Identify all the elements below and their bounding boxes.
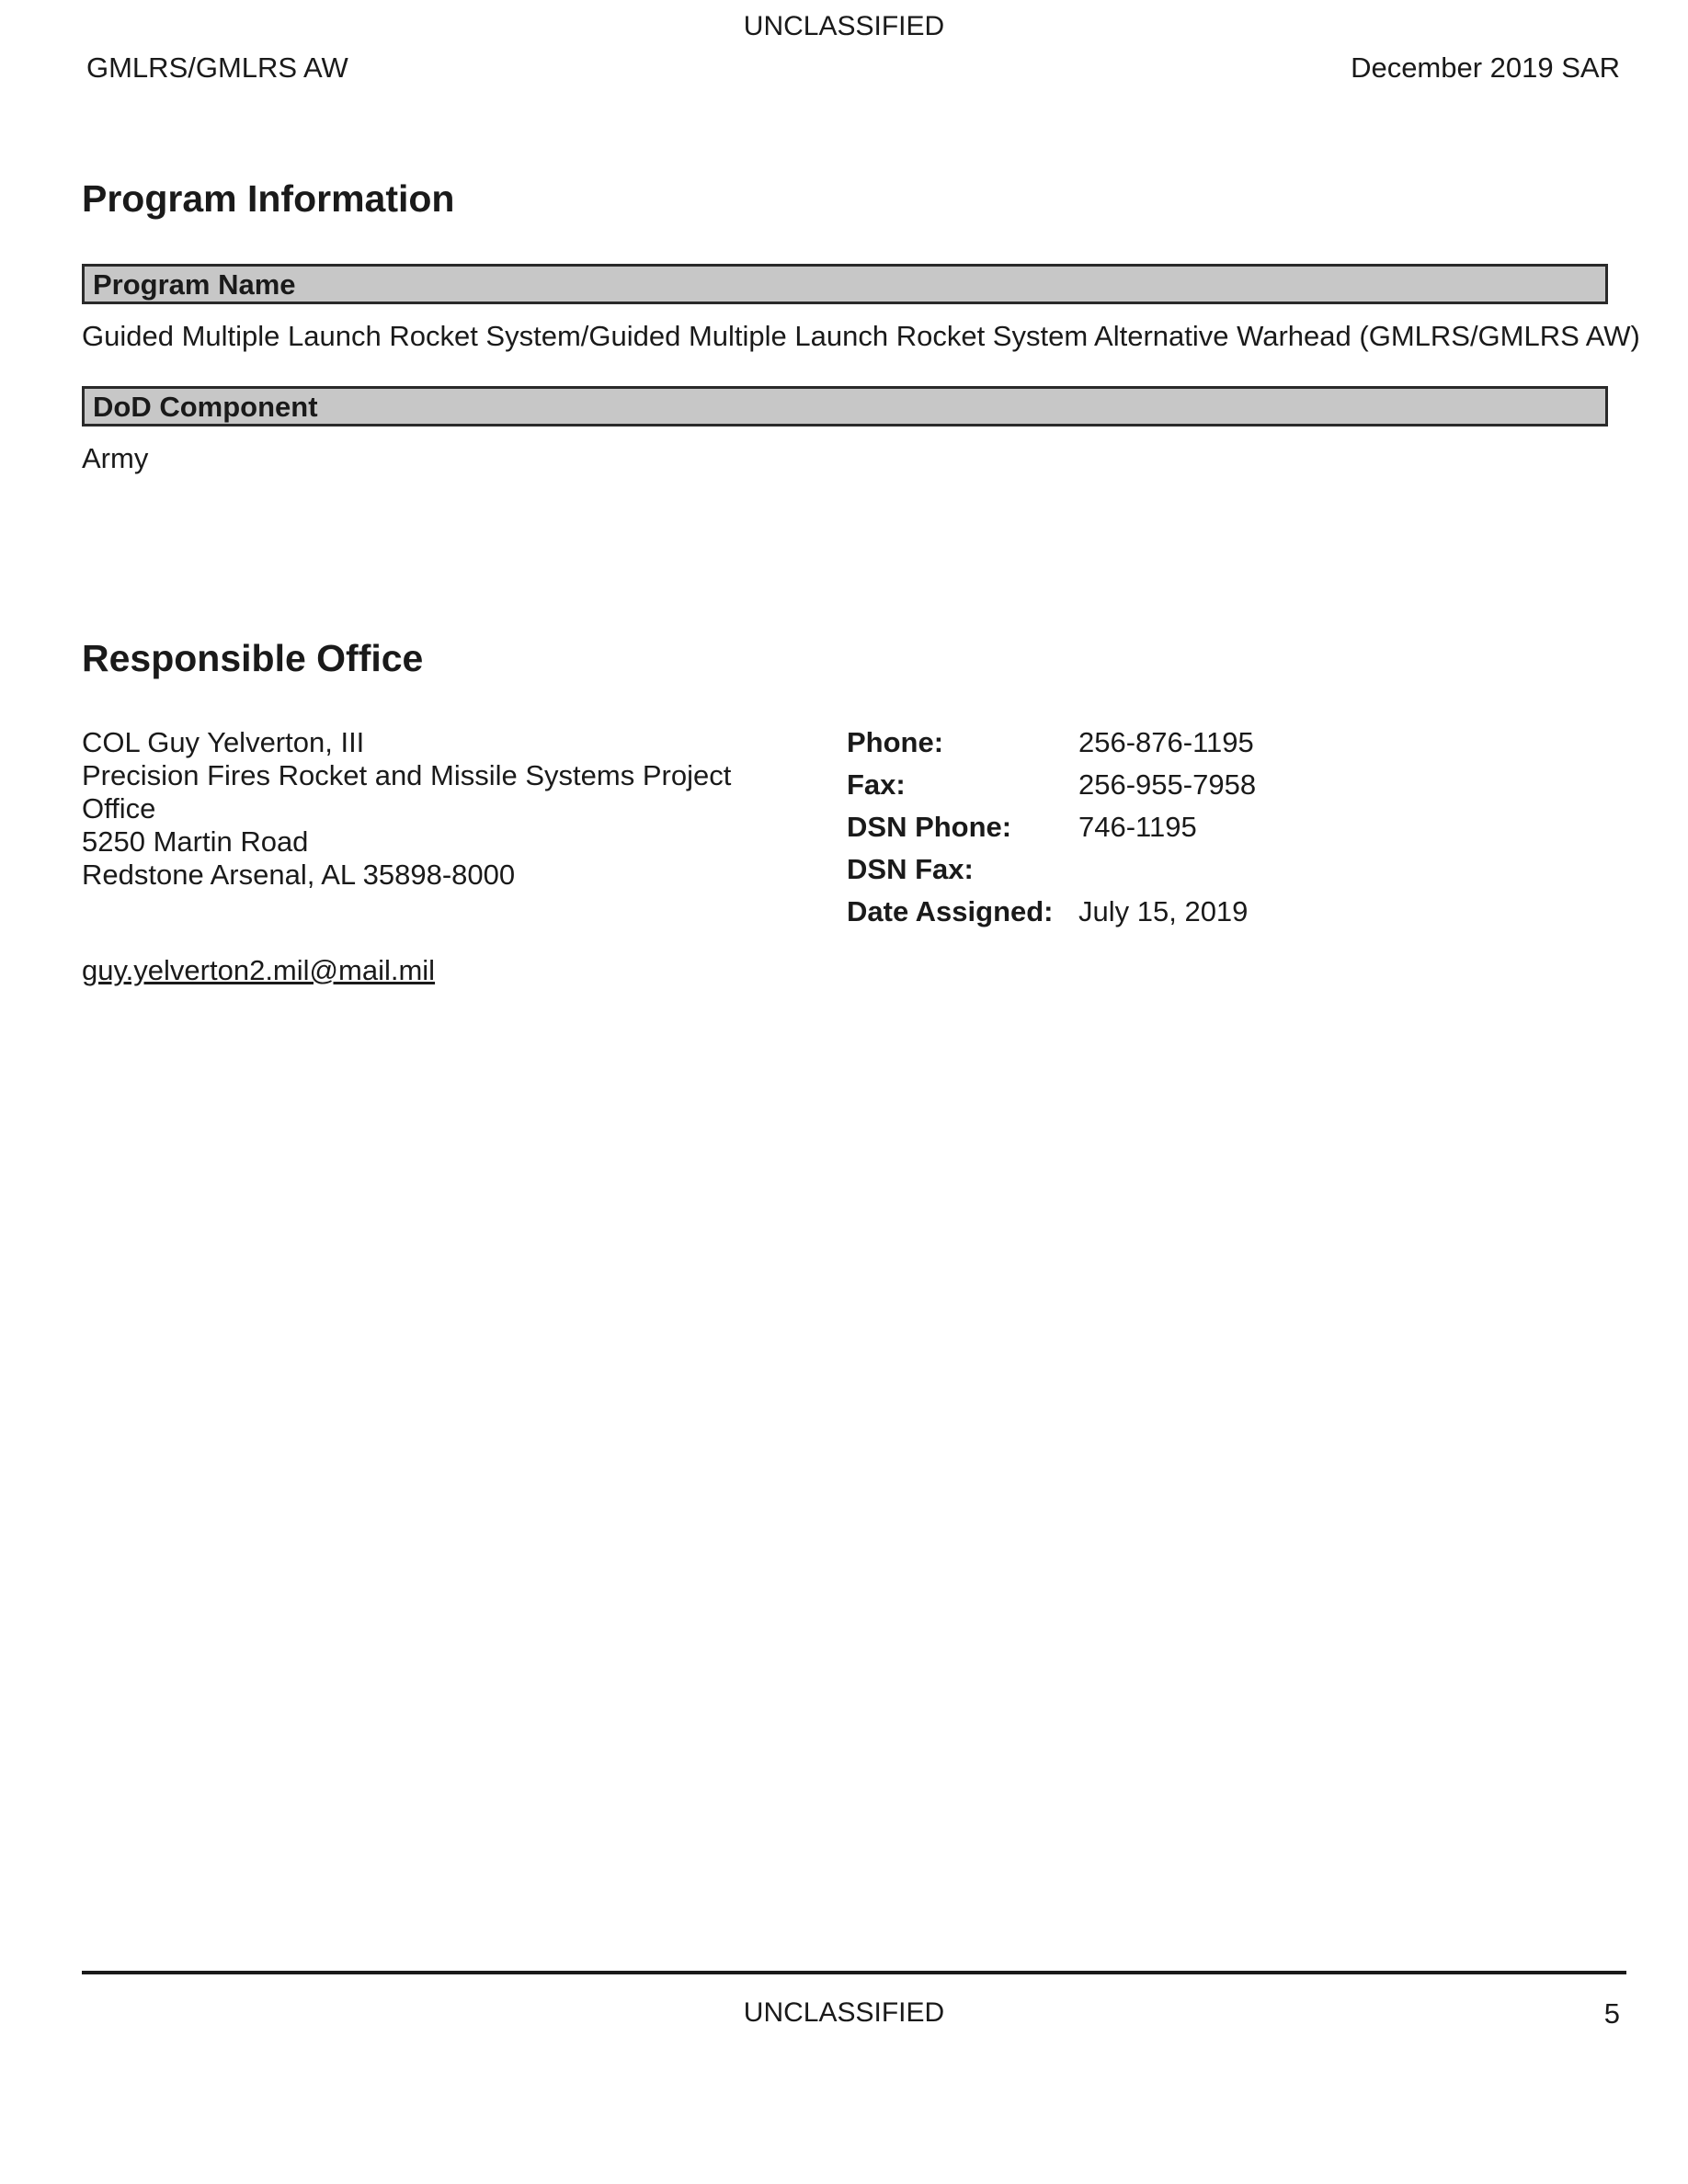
address-line: Redstone Arsenal, AL 35898-8000 xyxy=(82,859,516,891)
contact-value: July 15, 2019 xyxy=(1078,895,1249,927)
contact-value: 746-1195 xyxy=(1078,811,1197,843)
responsible-office-title: Responsible Office xyxy=(82,637,424,679)
program-name-value: Guided Multiple Launch Rocket System/Guided Multiple Launch Rocket System Alternative Warhead (GMLRS/GMLRS AW) xyxy=(82,320,1640,352)
contact-label: Fax: xyxy=(847,768,906,801)
program-short-name: GMLRS/GMLRS AW xyxy=(86,51,348,84)
program-information-title: Program Information xyxy=(82,177,455,220)
dod-component-value: Army xyxy=(82,442,149,474)
address-line: 5250 Martin Road xyxy=(82,825,309,858)
report-date: December 2019 SAR xyxy=(1351,51,1620,84)
address-line: Precision Fires Rocket and Missile Systems Project xyxy=(82,759,732,791)
contact-label: DSN Fax: xyxy=(847,853,974,885)
office-address xyxy=(82,726,836,892)
classification-header: UNCLASSIFIED xyxy=(743,11,945,41)
footer-divider xyxy=(82,1971,1626,1974)
contact-table xyxy=(847,722,1256,933)
contact-value: 256-876-1195 xyxy=(1078,726,1254,758)
classification-footer: UNCLASSIFIED xyxy=(743,1997,945,2028)
contact-row-dsn-phone xyxy=(847,806,1256,848)
contact-row-phone xyxy=(847,722,1256,764)
address-line: Office xyxy=(82,792,156,825)
contact-value: 256-955-7958 xyxy=(1078,768,1257,801)
contact-label: DSN Phone: xyxy=(847,811,1012,843)
contact-value xyxy=(1078,848,1256,891)
contact-row-date-assigned xyxy=(847,891,1256,933)
contact-label: Date Assigned: xyxy=(847,895,1054,927)
dod-component-label: DoD Component xyxy=(82,386,1608,427)
contact-row-fax xyxy=(847,764,1256,806)
page-number: 5 xyxy=(1603,1997,1620,2030)
address-line: COL Guy Yelverton, III xyxy=(82,726,365,758)
email-link[interactable]: guy.yelverton2.mil@mail.mil xyxy=(82,954,436,986)
program-name-label: Program Name xyxy=(82,264,1608,304)
contact-row-dsn-fax xyxy=(847,848,1256,891)
contact-label: Phone: xyxy=(847,726,944,758)
